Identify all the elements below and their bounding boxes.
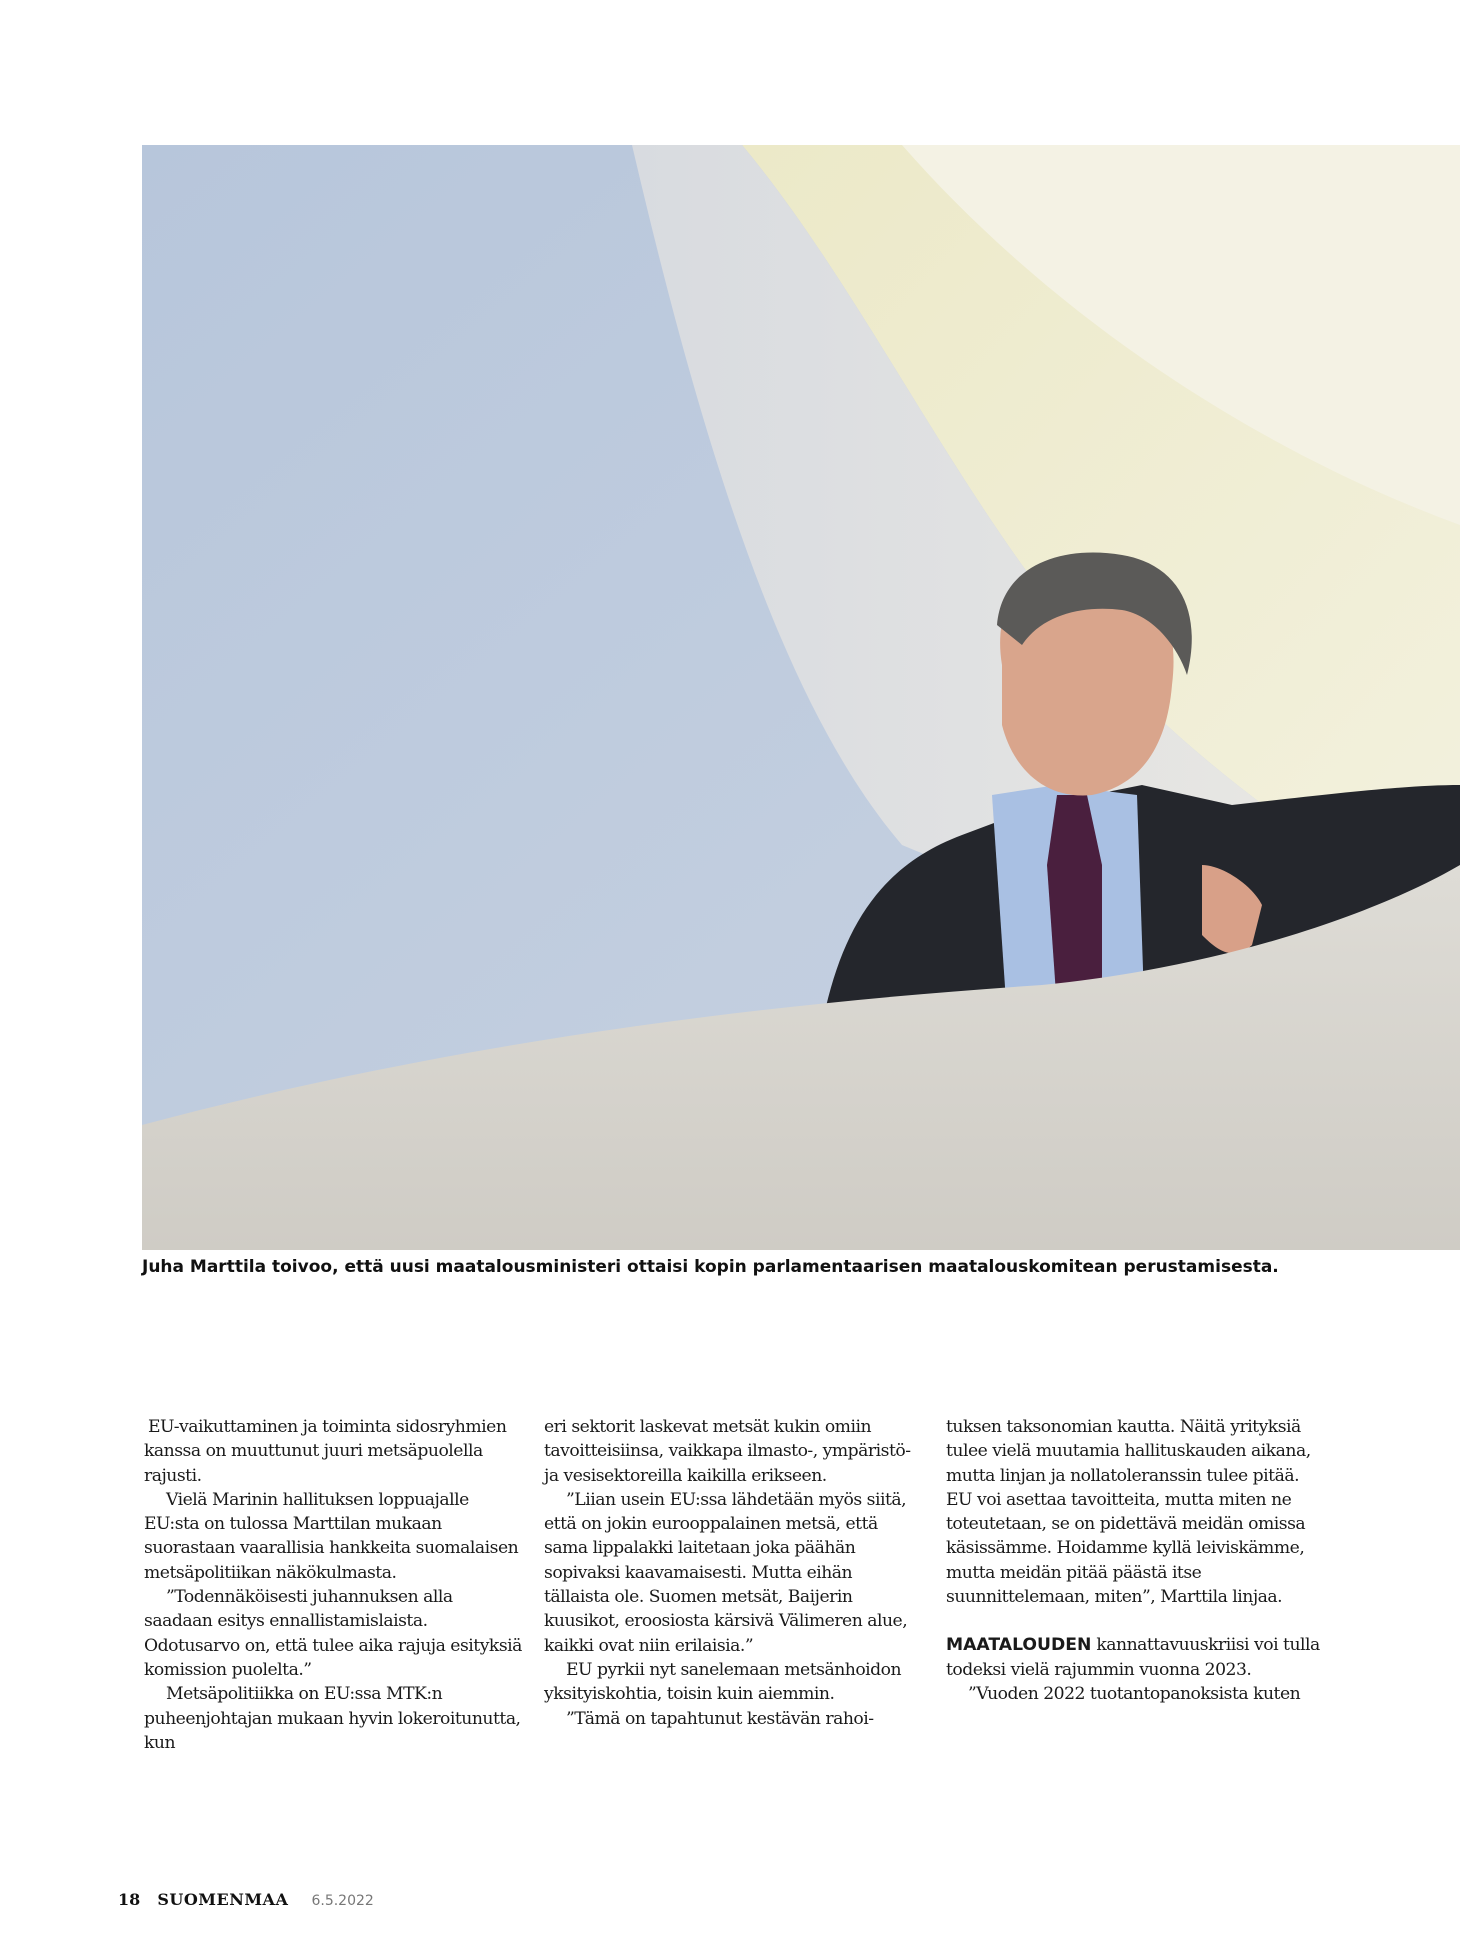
page-number: 18	[118, 1890, 141, 1909]
text-column-3	[946, 1415, 1324, 1706]
paragraph: Metsäpolitiikka on EU:ssa MTK:n puheenjohtajan mukaan hyvin lokeroitunutta, kun	[144, 1684, 521, 1753]
paragraph: eri sektorit laskevat metsät kukin omiin tavoitteisiinsa, vaikkapa ilmasto-, ympäristö- ja vesisektoreilla kaikilla erikseen.	[544, 1417, 911, 1486]
paragraph: EU pyrkii nyt sanelemaan metsänhoidon yksityiskohtia, toisin kuin aiemmin.	[544, 1659, 902, 1705]
paragraph: tuksen taksonomian kautta. Näitä yrityksiä tulee vielä muutamia hallituskauden aikana, mutta linjan ja nollatoleranssin tulee pitää. EU voi asettaa tavoitteita, mutta miten ne toteutetaan, se on pidettävä meidän omissa käsissämme. Hoidamme kyllä leiviskämme, mutta meidän pitää päästä itse suunnittelemaan, miten”, Marttila linjaa.	[946, 1417, 1311, 1608]
page-footer	[118, 1890, 374, 1909]
paragraph: ”Tämä on tapahtunut kestävän rahoi-	[566, 1708, 874, 1729]
text-column-1	[144, 1415, 522, 1755]
portrait-photo	[142, 145, 1460, 1250]
paragraph: ”Liian usein EU:ssa lähdetään myös siitä, että on jokin eurooppalainen metsä, että sama lippalakki laitetaan joka päähän sopivaksi kaavamaisesti. Mutta eihän tällaista ole. Suomen metsät, Baijerin kuusikot, eroosiosta kärsivä Välimeren alue, kaikki ovat niin erilaisia.”	[544, 1489, 908, 1656]
section-text: kannattavuuskriisi voi tulla todeksi vielä rajummin vuonna 2023.	[946, 1635, 1320, 1680]
publication-name: SUOMENMAA	[157, 1890, 289, 1909]
paragraph: ”Vuoden 2022 tuotantopanoksista kuten	[968, 1683, 1301, 1704]
paragraph: Vielä Marinin hallituksen loppuajalle EU:sta on tulossa Marttilan mukaan suorastaan vaarallisia hankkeita suomalaisen metsäpolitiikan näkökulmasta.	[144, 1489, 519, 1583]
section-paragraph	[946, 1633, 1324, 1682]
photo-caption: Juha Marttila toivoo, että uusi maatalousministeri ottaisi kopin parlamentaarisen maatalouskomitean perustamisesta.	[142, 1257, 1279, 1277]
issue-date: 6.5.2022	[311, 1893, 374, 1909]
text-column-2	[544, 1415, 922, 1731]
section-lead-in: MAATALOUDEN	[946, 1635, 1092, 1656]
article-photo	[142, 145, 1460, 1250]
paragraph: EU-vaikuttaminen ja toiminta sidosryhmien kanssa on muuttunut juuri metsäpuolella rajusti.	[144, 1417, 507, 1486]
paragraph: ”Todennäköisesti juhannuksen alla saadaan esitys ennallistamislaista. Odotusarvo on, että tulee aika rajuja esityksiä komission puolelta.”	[144, 1587, 522, 1680]
